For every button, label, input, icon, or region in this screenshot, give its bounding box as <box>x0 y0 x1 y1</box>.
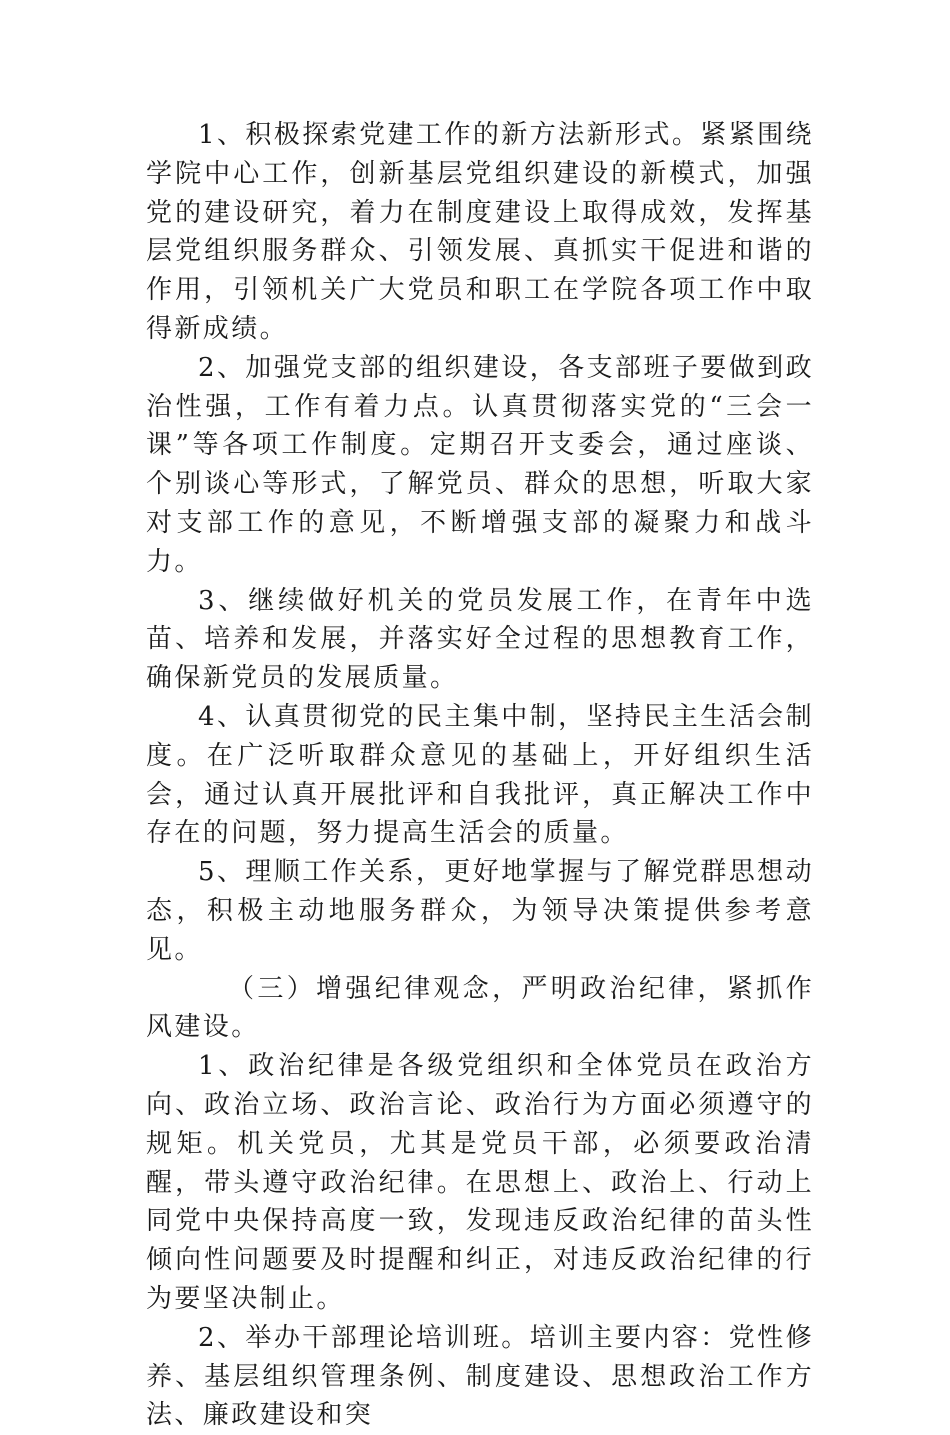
paragraph-1: 1、积极探索党建工作的新方法新形式。紧紧围绕学院中心工作，创新基层党组织建设的新模式，加强党的建设研究，着力在制度建设上取得成效，发挥基层党组织服务群众、引领发展、真抓实干促进和谐的作用，引领机关广大党员和职工在学院各项工作中取得新成绩。 <box>146 120 814 344</box>
section-heading: （三）增强纪律观念，严明政治纪律，紧抓作风建设。 <box>146 973 814 1043</box>
paragraph-3: 3、继续做好机关的党员发展工作，在青年中选苗、培养和发展，并落实好全过程的思想教育工作，确保新党员的发展质量。 <box>146 585 814 694</box>
paragraph-7: 2、举办干部理论培训班。培训主要内容：党性修养、基层组织管理条例、制度建设、思想政治工作方法、廉政建设和突 <box>146 1322 814 1431</box>
paragraph-4: 4、认真贯彻党的民主集中制，坚持民主生活会制度。在广泛听取群众意见的基础上，开好组织生活会，通过认真开展批评和自我批评，真正解决工作中存在的问题，努力提高生活会的质量。 <box>146 701 814 849</box>
paragraph-6: 1、政治纪律是各级党组织和全体党员在政治方向、政治立场、政治言论、政治行为方面必须遵守的规矩。机关党员，尤其是党员干部，必须要政治清醒，带头遵守政治纪律。在思想上、政治上、行动上同党中央保持高度一致，发现违反政治纪律的苗头性倾向性问题要及时提醒和纠正，对违反政治纪律的行为要坚决制止。 <box>146 1051 814 1314</box>
paragraph-2: 2、加强党支部的组织建设，各支部班子要做到政治性强，工作有着力点。认真贯彻落实党的“三会一课”等各项工作制度。定期召开支委会，通过座谈、个别谈心等形式，了解党员、群众的思想，听取大家对支部工作的意见，不断增强支部的凝聚力和战斗力。 <box>146 352 814 577</box>
document-body <box>146 116 814 1435</box>
paragraph-5: 5、理顺工作关系，更好地掌握与了解党群思想动态，积极主动地服务群众，为领导决策提供参考意见。 <box>146 857 814 965</box>
